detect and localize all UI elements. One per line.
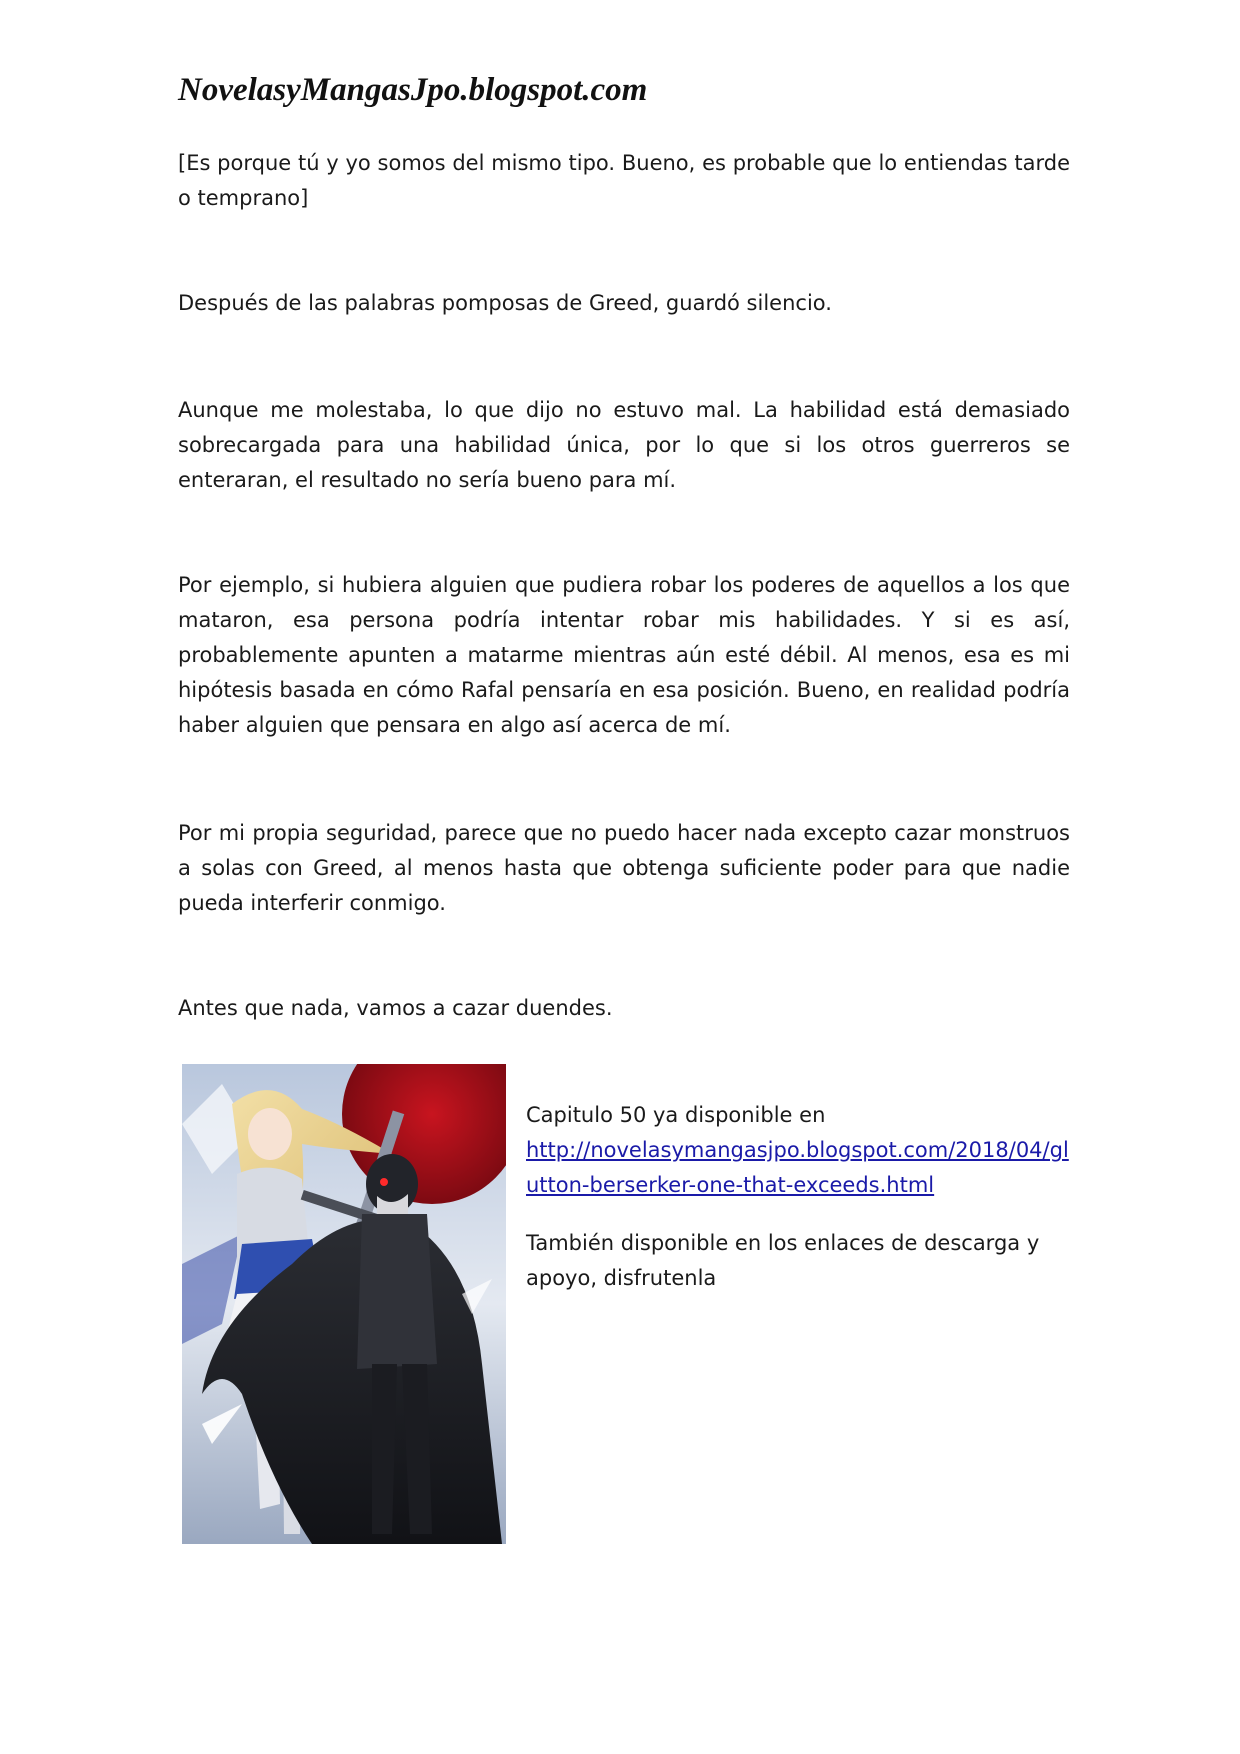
paragraph-1: [Es porque tú y yo somos del mismo tipo. Bueno, es probable que lo entiendas tarde o temprano] [178,151,1070,210]
chapter-available-text: Capitulo 50 ya disponible en [526,1103,826,1127]
cover-illustration [182,1064,506,1544]
paragraph-3: Aunque me molestaba, lo que dijo no estuvo mal. La habilidad está demasiado sobrecargada para una habilidad única, por lo que si los otros guerreros se enteraran, el resultado no sería bueno para mí. [178,398,1070,492]
paragraph-2: Después de las palabras pomposas de Greed, guardó silencio. [178,291,832,315]
paragraph-5: Por mi propia seguridad, parece que no puedo hacer nada excepto cazar monstruos a solas con Greed, al menos hasta que obtenga suficiente poder para que nadie pueda interferir conmigo. [178,821,1070,915]
site-title: NovelasyMangasJpo.blogspot.com [178,72,648,108]
paragraph-6: Antes que nada, vamos a cazar duendes. [178,996,613,1020]
paragraph-4: Por ejemplo, si hubiera alguien que pudiera robar los poderes de aquellos a los que mataron, esa persona podría intentar robar mis habilidades. Y si es así, probablemente apunten a matarme mientras aún esté débil. Al menos, esa es mi hipótesis basada en cómo Rafal pensaría en esa posición. Bueno, en realidad podría haber alguien que pensara en algo así acerca de mí. [178,573,1070,737]
chapter-link[interactable]: http://novelasymangasjpo.blogspot.com/2018/04/glutton-berserker-one-that-exceeds.html [526,1138,1069,1197]
download-note-text: También disponible en los enlaces de descarga y apoyo, disfrutenla [526,1231,1040,1290]
